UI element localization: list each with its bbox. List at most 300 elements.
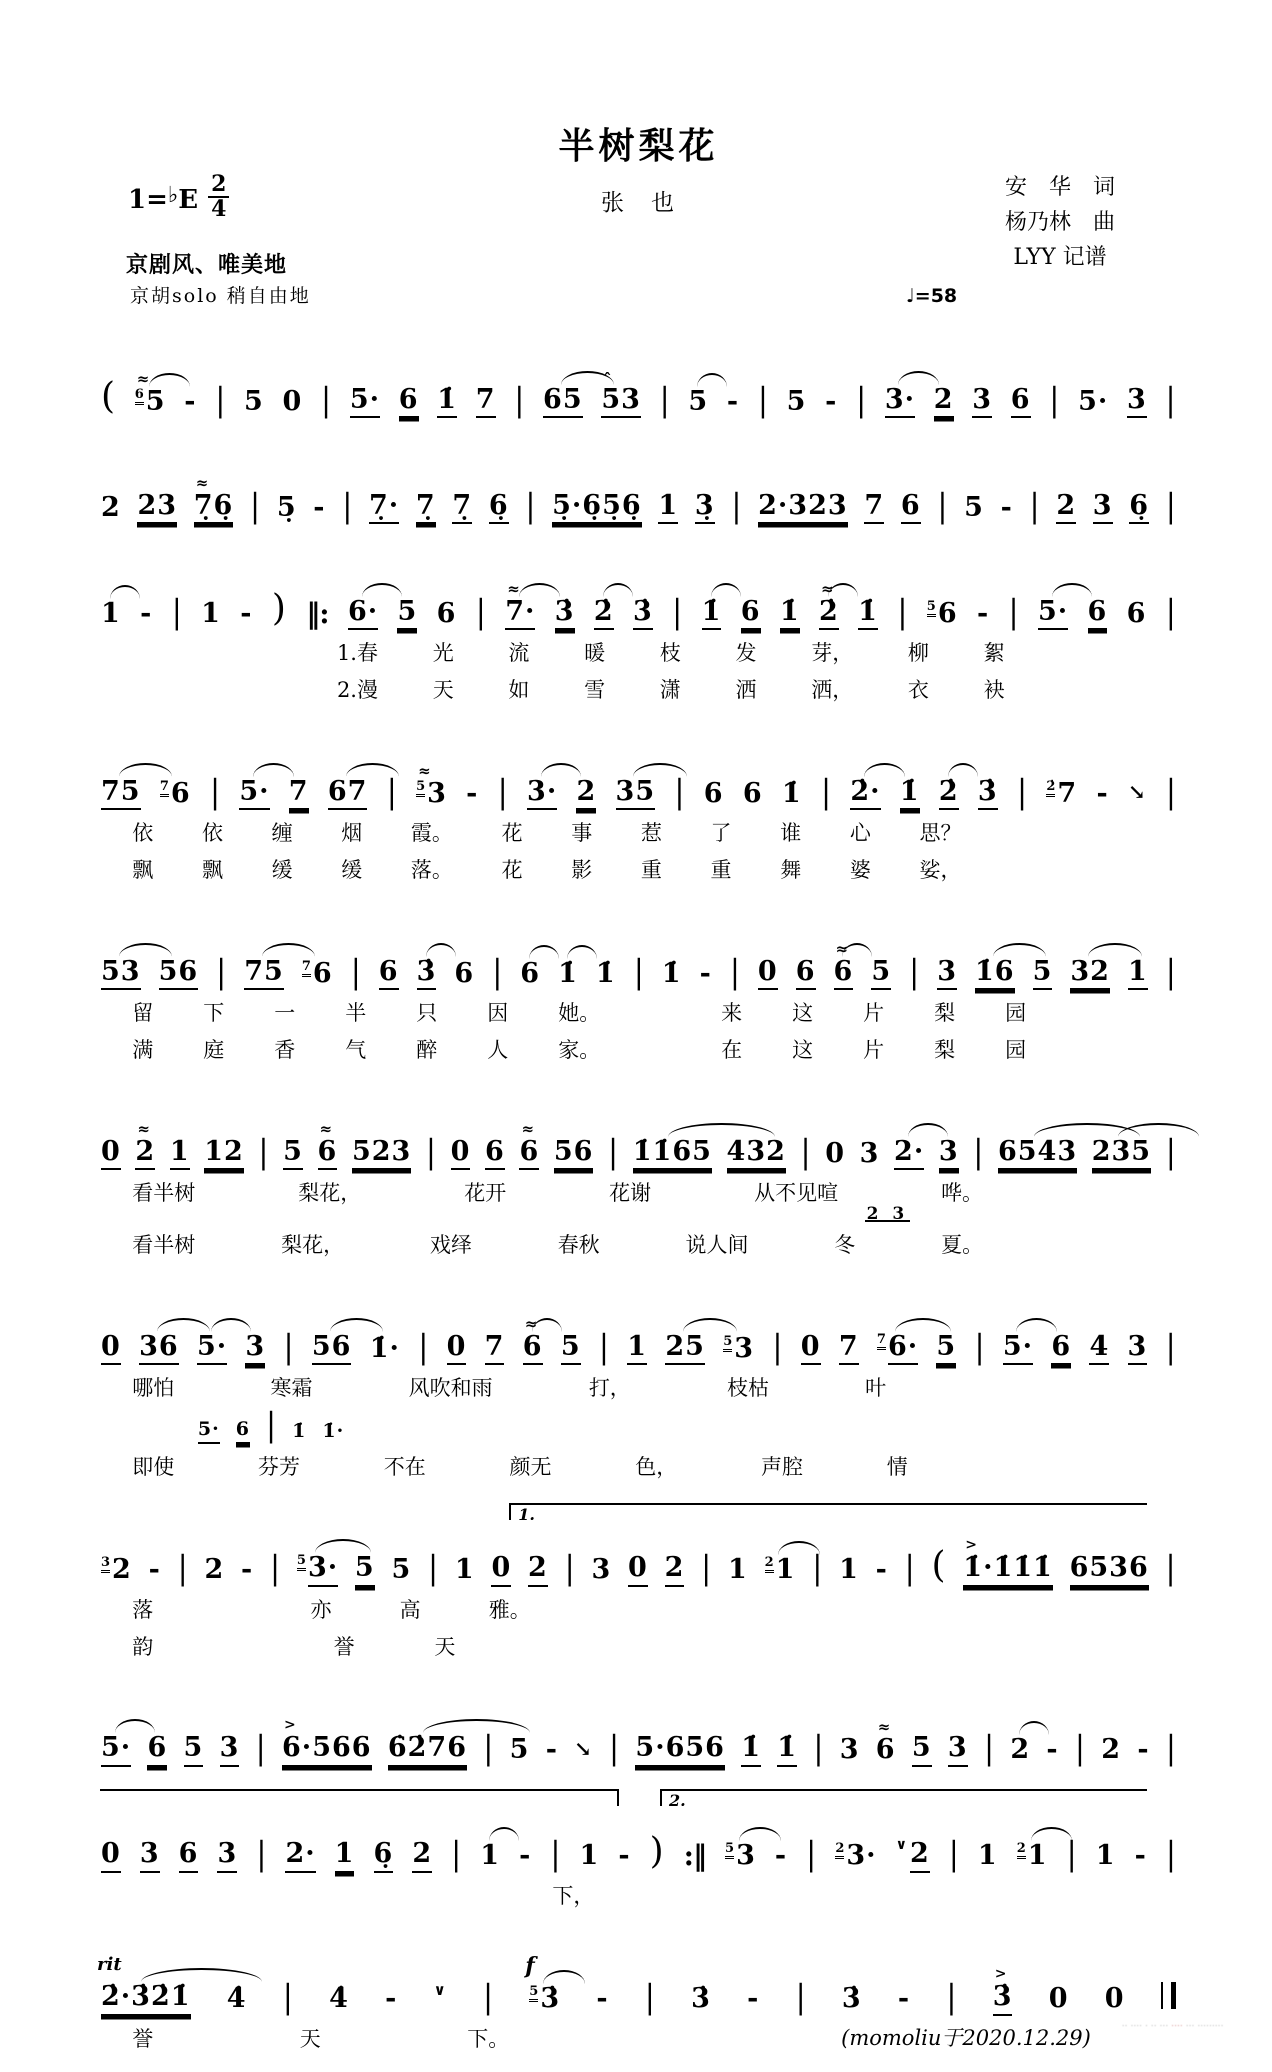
note-text: 6̣	[374, 1840, 394, 1872]
note	[1003, 1331, 1033, 1365]
lyric-syllable: 谁	[780, 821, 802, 845]
note-text: |	[514, 380, 525, 420]
grace-note: 7	[877, 1332, 886, 1350]
accent-icon: >	[994, 1966, 1006, 1983]
note	[277, 492, 297, 524]
note-text: 6543	[998, 1138, 1077, 1170]
barline	[948, 1835, 959, 1874]
note-text: -	[596, 1983, 609, 2015]
note-text: |	[270, 1549, 281, 1588]
slur-icon	[110, 585, 140, 599]
note	[244, 956, 284, 990]
lyric-syllable: 重	[640, 858, 662, 882]
dash-duration	[898, 1983, 910, 2015]
note	[480, 1840, 500, 1872]
note-text: -	[313, 491, 326, 523]
accent-icon: >	[965, 1537, 977, 1554]
flat-icon: ♭	[167, 181, 179, 208]
note	[170, 1136, 190, 1170]
barline	[1049, 380, 1060, 420]
note-text: 0	[758, 958, 778, 990]
note	[939, 1136, 959, 1170]
note-text: 1	[480, 1840, 501, 1872]
notation-line	[100, 904, 1177, 990]
note	[777, 1732, 797, 1766]
note-text: 0	[101, 1333, 121, 1365]
lyric-syllable: 春秋	[557, 1233, 600, 1257]
note	[842, 1983, 862, 2015]
note-text: 6	[1011, 386, 1031, 418]
note	[839, 1331, 859, 1365]
note	[937, 956, 957, 990]
note	[543, 384, 583, 418]
note-text: 1̇	[595, 957, 616, 989]
note	[596, 958, 616, 990]
note-text: |	[633, 952, 644, 992]
note-text: 0	[491, 1554, 511, 1586]
note-text: 6̇2̇76	[388, 1734, 467, 1766]
slur-icon	[908, 1123, 949, 1137]
note	[885, 384, 915, 418]
note-text: 12	[204, 1138, 244, 1170]
lyric-syllable: 缓	[271, 858, 293, 882]
note-text: 3	[427, 777, 447, 809]
lyric-syllable: 枝枯	[726, 1376, 769, 1400]
lyric-syllable: 风吹和雨	[408, 1376, 493, 1400]
lyric-syllable: 潇	[659, 678, 681, 702]
note-text: 3	[736, 1840, 756, 1872]
dash-duration	[241, 1554, 253, 1586]
lyric-line	[337, 637, 1005, 667]
note-text: 3̇	[978, 778, 998, 810]
rest-note	[801, 1331, 821, 1365]
slur-icon	[1088, 943, 1141, 957]
barline	[1165, 1549, 1176, 1588]
lyric-syllable: 舞	[780, 858, 802, 882]
note-text: 1̇	[437, 386, 457, 418]
grace-note: 5	[297, 1553, 306, 1571]
lyric-syllable: 看半树	[132, 1233, 196, 1257]
note-text: 3	[245, 1333, 265, 1365]
note	[101, 776, 141, 810]
music-system	[100, 1681, 1177, 1767]
lyric-syllable: 香	[274, 1038, 296, 1062]
transcriber-credit: LYY 记谱	[1013, 245, 1107, 270]
note-text: 0	[801, 1333, 821, 1365]
note	[819, 579, 839, 630]
note-text: 6	[436, 597, 457, 629]
note-text: |	[608, 1132, 619, 1172]
note	[658, 490, 678, 524]
note	[179, 1838, 199, 1872]
note	[1093, 490, 1113, 524]
lyric-syllable: 只	[416, 1001, 438, 1025]
music-system	[97, 1930, 1177, 2052]
note-text: )	[649, 1830, 665, 1872]
note-text: |	[609, 1729, 620, 1768]
note-text: 0	[1048, 1983, 1069, 2015]
trill-icon: ≈	[418, 761, 430, 780]
note-text: 2	[934, 386, 954, 418]
note-text: 523	[352, 1138, 411, 1170]
note-text: 1	[454, 1554, 475, 1586]
note	[1129, 490, 1149, 524]
note-text: 3	[972, 386, 992, 418]
note-text: 6	[312, 957, 333, 989]
note-text: 6	[379, 958, 399, 990]
accent-icon: >	[284, 1717, 295, 1734]
barline	[909, 952, 920, 992]
lyric-line	[132, 1631, 455, 1661]
lyric-syllable: 婆	[849, 858, 871, 882]
dash-duration	[546, 1734, 558, 1766]
note-text: |	[1165, 486, 1176, 526]
note-text: 6	[179, 1840, 199, 1872]
barline	[451, 1835, 462, 1874]
note	[877, 1331, 918, 1365]
barline	[1165, 952, 1176, 992]
music-system	[100, 1084, 1177, 1259]
note	[101, 598, 121, 630]
note	[850, 776, 880, 810]
barline	[672, 592, 683, 632]
note-text: 1	[170, 1138, 190, 1170]
lyric-syllable: 声腔	[760, 1454, 803, 1479]
lyric-syllable: 颜无	[509, 1454, 552, 1479]
lyric-syllable: 即使	[132, 1454, 175, 1479]
note-text: 4̇	[226, 1983, 247, 2015]
lyric-syllable: 亦	[310, 1597, 332, 1622]
rest-note	[825, 1138, 845, 1170]
lyric-syllable: 事	[571, 821, 593, 845]
note	[633, 1136, 712, 1170]
lyric-syllable: 芽，	[811, 641, 854, 665]
note	[728, 1554, 748, 1586]
note-text: :‖	[683, 1839, 707, 1873]
note	[939, 776, 959, 810]
note	[201, 598, 221, 630]
note	[335, 1838, 355, 1872]
barline	[475, 592, 486, 632]
note	[204, 1136, 244, 1170]
note	[1056, 490, 1076, 524]
note-text: 3	[948, 1734, 968, 1766]
note	[695, 490, 715, 524]
note-text: 75	[101, 778, 141, 810]
lyric-syllable: 打，	[588, 1376, 631, 1400]
note	[552, 490, 642, 524]
grace-note: 5	[529, 1984, 538, 2002]
note-text: 7̣6̣	[194, 492, 234, 524]
dash-duration	[140, 598, 152, 630]
note-text: 23	[137, 492, 177, 524]
parenthesis	[931, 1544, 947, 1587]
note-text: 5	[786, 385, 807, 417]
slur-icon	[1118, 1123, 1198, 1137]
note-text: 4	[1089, 1333, 1109, 1365]
note-text: 1̇	[858, 598, 878, 630]
note	[204, 1554, 224, 1586]
note-text: -	[699, 957, 712, 989]
barline	[386, 772, 397, 812]
note-text: 2̇·	[850, 778, 880, 810]
note-text: |	[1074, 1729, 1086, 1768]
note-text: 6	[147, 1734, 167, 1766]
barline	[1029, 486, 1040, 526]
note-text: 5	[397, 598, 417, 630]
lyric-syllable: 园	[1005, 1001, 1027, 1025]
note-text: -	[241, 1554, 254, 1586]
parenthesis	[272, 590, 287, 630]
note-text: -	[618, 1840, 631, 1872]
trill-icon: ≈	[877, 1718, 890, 1737]
lyric-syllable: 思？	[919, 821, 962, 845]
note-text: 5·	[101, 1734, 131, 1766]
note-text: 7	[864, 492, 884, 524]
lyric-syllable: 天	[434, 1634, 456, 1659]
note-text: 1̇·	[322, 1419, 345, 1442]
note-text: 1	[977, 1840, 998, 1872]
note-text: -	[1000, 491, 1013, 523]
lyric-syllable: 花谢	[609, 1181, 652, 1205]
note-text: |	[215, 380, 226, 420]
dash-duration	[1135, 1840, 1147, 1872]
rest-note	[447, 1331, 467, 1365]
note	[485, 1136, 505, 1170]
trill-icon: ≈	[136, 369, 149, 388]
note-text: 1̇	[777, 1734, 797, 1766]
lyric-syllable: 她。	[558, 1001, 601, 1025]
note-text: 7̣	[416, 492, 436, 524]
note	[1089, 1331, 1109, 1365]
lyric-syllable: 1.春	[336, 641, 378, 665]
ossia-notes: 2 3	[866, 1204, 909, 1224]
note-text: -	[747, 1983, 760, 2015]
note	[525, 1953, 561, 2015]
note	[833, 939, 854, 990]
note-text: -	[726, 385, 740, 417]
note-text: 6	[519, 1138, 539, 1170]
dash-duration	[240, 598, 252, 630]
music-system	[100, 904, 1177, 1064]
lyric-syllable: 这	[792, 1001, 814, 1025]
note	[312, 1331, 352, 1365]
note	[454, 958, 474, 990]
lyric-syllable: 冬	[834, 1233, 856, 1257]
note-text: |	[1165, 1327, 1176, 1367]
note	[998, 1136, 1077, 1170]
trill-icon: ≈	[507, 579, 519, 598]
note-text: |	[598, 1327, 610, 1367]
note-text: |	[216, 952, 227, 992]
lyric-syllable: 影	[571, 858, 593, 882]
barline	[1165, 1835, 1176, 1874]
lyric-syllable: 烟	[341, 821, 363, 845]
slur-icon	[711, 583, 741, 597]
note	[135, 1119, 156, 1170]
note-text: 6	[1088, 598, 1108, 630]
lyric-syllable: 枝	[659, 641, 681, 665]
lyric-syllable	[221, 1594, 242, 1624]
note-text: |	[483, 1729, 494, 1768]
note	[220, 1732, 240, 1766]
note	[1017, 1840, 1048, 1872]
slur-icon	[211, 1318, 252, 1332]
note-text: |	[1165, 1549, 1176, 1588]
barline	[564, 1549, 575, 1588]
note-text: 1	[839, 1554, 859, 1586]
lyric-syllable: 洒，	[811, 678, 854, 702]
breath-mark-icon: ∨	[895, 1837, 907, 1854]
notation-line	[100, 1787, 1177, 1873]
note-text: 7	[289, 778, 309, 810]
trill-icon: ≈	[195, 473, 208, 492]
music-system	[100, 1279, 1177, 1481]
note-text: |	[564, 1549, 575, 1588]
note	[601, 369, 641, 418]
key-prefix: 1=	[128, 184, 168, 215]
note-text: 1	[627, 1333, 647, 1365]
barline	[209, 772, 221, 812]
notation-line	[100, 724, 1177, 810]
note-text: |	[482, 1978, 494, 2017]
barline	[1008, 592, 1019, 632]
note-text: 3̇	[691, 1983, 711, 2015]
slur-icon	[603, 583, 633, 597]
grace-note: 2	[1017, 1841, 1026, 1859]
note	[978, 1840, 998, 1872]
note-text: ↘	[1127, 779, 1147, 804]
note-text: |	[1165, 1729, 1176, 1768]
note-text: 3·	[846, 1840, 877, 1872]
barline	[215, 380, 226, 420]
note-text: 1̇	[741, 1734, 761, 1766]
note	[561, 1331, 581, 1365]
note-text: |	[672, 592, 683, 632]
lyric-syllable: 半	[345, 1001, 367, 1025]
note-text: 67	[328, 778, 368, 810]
sheet-header	[100, 118, 1177, 330]
note-text: ‖:	[306, 596, 329, 630]
lyric-line	[132, 1451, 907, 1481]
lyric-syllable: 醉	[416, 1038, 438, 1062]
note	[147, 1732, 167, 1766]
lyric-syllable: 衣	[907, 678, 929, 702]
note-text: 432	[727, 1138, 786, 1170]
note	[1038, 596, 1068, 630]
dash-duration	[700, 958, 712, 990]
dash-duration	[1096, 778, 1108, 810]
lyric-syllable: 韵	[132, 1634, 154, 1659]
lyric-syllable: 心	[849, 821, 871, 845]
note-text: |	[1165, 772, 1176, 812]
lyric-syllable: 洒	[735, 678, 757, 702]
note-text: 5	[391, 1554, 412, 1586]
barline	[813, 1729, 824, 1768]
note-text: |	[492, 952, 503, 992]
note-text: |	[256, 1835, 267, 1874]
note	[1010, 1734, 1030, 1766]
lyric-line	[132, 1372, 886, 1402]
lyric-line	[132, 1034, 1026, 1064]
barline	[1165, 380, 1176, 420]
lyric-syllable: 天	[432, 678, 454, 702]
slur-icon	[330, 1318, 383, 1332]
note-text: 6	[703, 777, 724, 809]
note	[227, 1983, 247, 2015]
volta-label: 2.	[669, 1790, 686, 1810]
note	[236, 1418, 250, 1444]
note	[963, 1537, 1053, 1586]
note	[412, 1838, 432, 1872]
note-text: -	[466, 777, 479, 809]
note	[348, 596, 378, 630]
note	[894, 1136, 924, 1170]
lyric-syllable: 片	[863, 1001, 885, 1025]
note	[972, 384, 992, 418]
note	[388, 1732, 467, 1766]
note	[780, 596, 800, 630]
note-text: 75	[244, 958, 284, 990]
lyric-syllable	[650, 997, 671, 1027]
time-signature-denominator: 4	[211, 195, 227, 222]
dash-duration	[618, 1840, 630, 1872]
lyric-syllable: 娑，	[919, 858, 962, 882]
lyric-syllable: 花	[501, 858, 523, 882]
notation-line	[100, 438, 1177, 524]
barline	[258, 1132, 269, 1172]
lyric-syllable: 誉	[333, 1634, 355, 1659]
note	[510, 1734, 530, 1766]
lyric-syllable: 戏绎	[429, 1233, 472, 1257]
note-text: 0	[628, 1554, 648, 1586]
note-text: |	[321, 380, 332, 420]
note-text: 1	[1027, 1840, 1048, 1872]
note-text: 2̇	[594, 598, 614, 630]
note-text: 7	[485, 1333, 505, 1365]
note	[758, 490, 848, 524]
repeat-barline	[684, 1841, 706, 1872]
note	[927, 598, 958, 630]
note-text: 6̣	[1129, 492, 1149, 524]
slur-icon	[567, 945, 597, 959]
note	[875, 1718, 896, 1766]
note-text: 2	[204, 1554, 225, 1586]
note-text: |	[425, 1132, 437, 1172]
lyric-syllable: 誉	[132, 2026, 154, 2051]
note	[328, 776, 368, 810]
note-text: 1	[728, 1554, 748, 1586]
rest-note	[758, 956, 778, 990]
note-text: |	[250, 486, 261, 526]
note-text: 1	[1095, 1840, 1116, 1872]
lyric-syllable: 片	[863, 1038, 885, 1062]
fermata-icon: ˆ	[603, 369, 611, 389]
lyric-syllable: 家。	[558, 1038, 601, 1062]
key-letter: E	[178, 184, 199, 215]
note-text: -	[148, 1554, 161, 1586]
dash-duration	[313, 492, 325, 524]
note	[975, 956, 1015, 990]
lyric-syllable: 惹	[640, 821, 662, 845]
barline	[1066, 1835, 1077, 1874]
note-text: (	[101, 376, 117, 418]
barline	[418, 1327, 429, 1367]
dash-duration	[385, 1983, 397, 2015]
lyric-syllable: 梨花，	[281, 1233, 345, 1257]
note-text: 5	[964, 491, 984, 523]
slur-icon	[739, 1827, 781, 1841]
